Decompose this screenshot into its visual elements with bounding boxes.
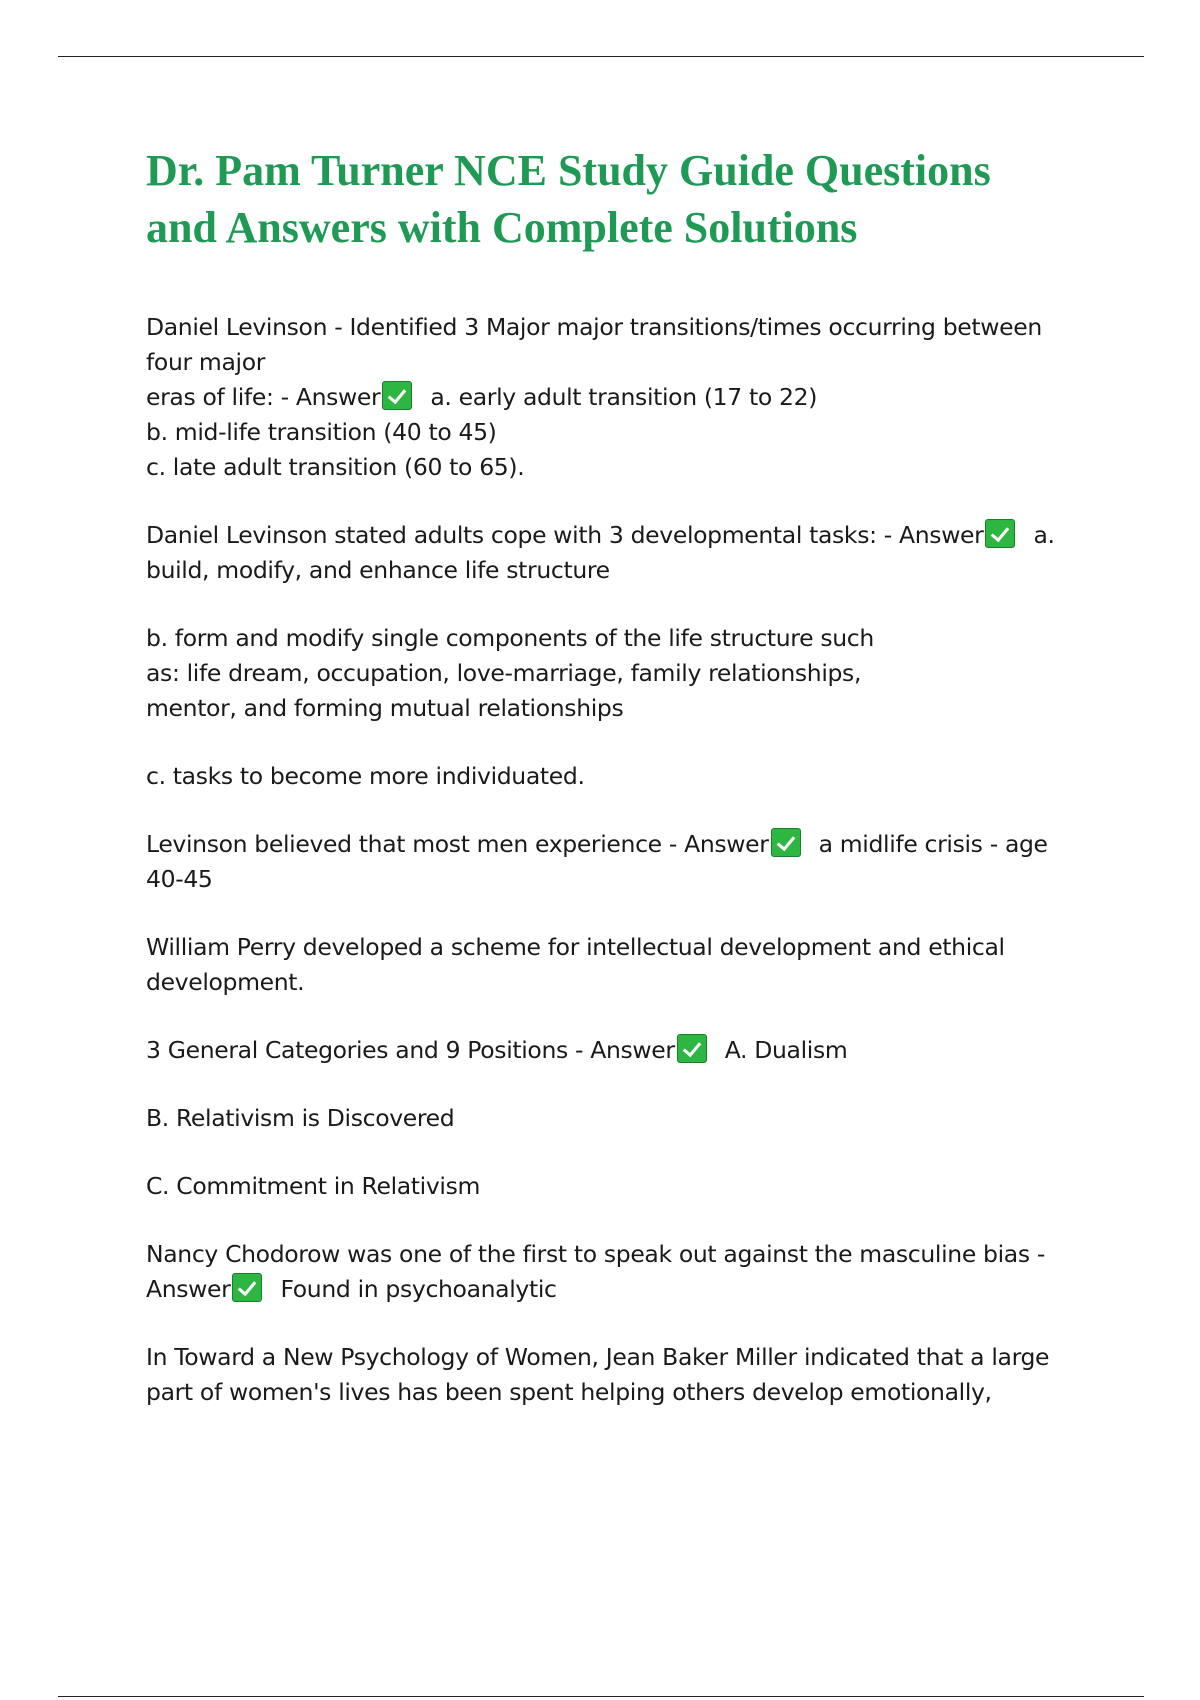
text-line [146, 1272, 1086, 1307]
text-line: Daniel Levinson - Identified 3 Major major transitions/times occurring between [146, 313, 1042, 341]
qa-entry [146, 1237, 1086, 1307]
answer-label: Answer [146, 1275, 231, 1303]
answer-text: a. [1033, 521, 1055, 549]
document-body [146, 142, 1086, 1443]
text-line: c. late adult transition (60 to 65). [146, 453, 525, 481]
text-line [146, 1033, 1086, 1068]
text-line [146, 380, 1086, 415]
text-line: b. mid-life transition (40 to 45) [146, 418, 497, 446]
text-line: four major [146, 348, 266, 376]
text-line: B. Relativism is Discovered [146, 1104, 455, 1132]
text-line: b. form and modify single components of the life structure such [146, 624, 874, 652]
text-line: Nancy Chodorow was one of the first to speak out against the masculine bias - [146, 1240, 1045, 1268]
text-line: William Perry developed a scheme for intellectual development and ethical [146, 933, 1005, 961]
answer-text: a. early adult transition (17 to 22) [430, 383, 818, 411]
text-line: as: life dream, occupation, love-marriage, family relationships, [146, 659, 862, 687]
qa-entry [146, 759, 1086, 794]
question-text: 3 General Categories and 9 Positions - Answer [146, 1036, 675, 1064]
qa-entry [146, 518, 1086, 588]
header-rule [58, 56, 1144, 57]
check-mark-icon [771, 828, 801, 857]
text-line [146, 827, 1086, 862]
qa-entry [146, 1033, 1086, 1068]
text-line [146, 518, 1086, 553]
title-line: Dr. Pam Turner NCE Study Guide Questions [146, 146, 991, 195]
answer-label: eras of life: - Answer [146, 383, 381, 411]
text-line: mentor, and forming mutual relationships [146, 694, 624, 722]
qa-entry [146, 930, 1086, 1000]
check-mark-icon [382, 381, 412, 410]
footer-rule [58, 1696, 1144, 1697]
text-line: In Toward a New Psychology of Women, Jean Baker Miller indicated that a large [146, 1343, 1050, 1371]
text-line: c. tasks to become more individuated. [146, 762, 585, 790]
qa-entry [146, 621, 1086, 726]
check-mark-icon [677, 1034, 707, 1063]
question-text: Daniel Levinson stated adults cope with 3 developmental tasks: - Answer [146, 521, 984, 549]
text-line: development. [146, 968, 305, 996]
title-line: and Answers with Complete Solutions [146, 203, 858, 252]
qa-entry [146, 1101, 1086, 1136]
qa-entry [146, 827, 1086, 897]
qa-entry [146, 310, 1086, 485]
qa-entry [146, 1169, 1086, 1204]
text-line: build, modify, and enhance life structure [146, 556, 610, 584]
question-text: Levinson believed that most men experience - Answer [146, 830, 769, 858]
answer-text: Found in psychoanalytic [280, 1275, 557, 1303]
text-line: C. Commitment in Relativism [146, 1172, 481, 1200]
answer-text: a midlife crisis - age [818, 830, 1048, 858]
answer-text: A. Dualism [724, 1036, 848, 1064]
text-line: 40-45 [146, 865, 213, 893]
qa-list [146, 310, 1086, 1410]
text-line: part of women's lives has been spent helping others develop emotionally, [146, 1378, 992, 1406]
qa-entry [146, 1340, 1086, 1410]
check-mark-icon [232, 1273, 262, 1302]
document-title [146, 142, 1086, 256]
check-mark-icon [985, 519, 1015, 548]
